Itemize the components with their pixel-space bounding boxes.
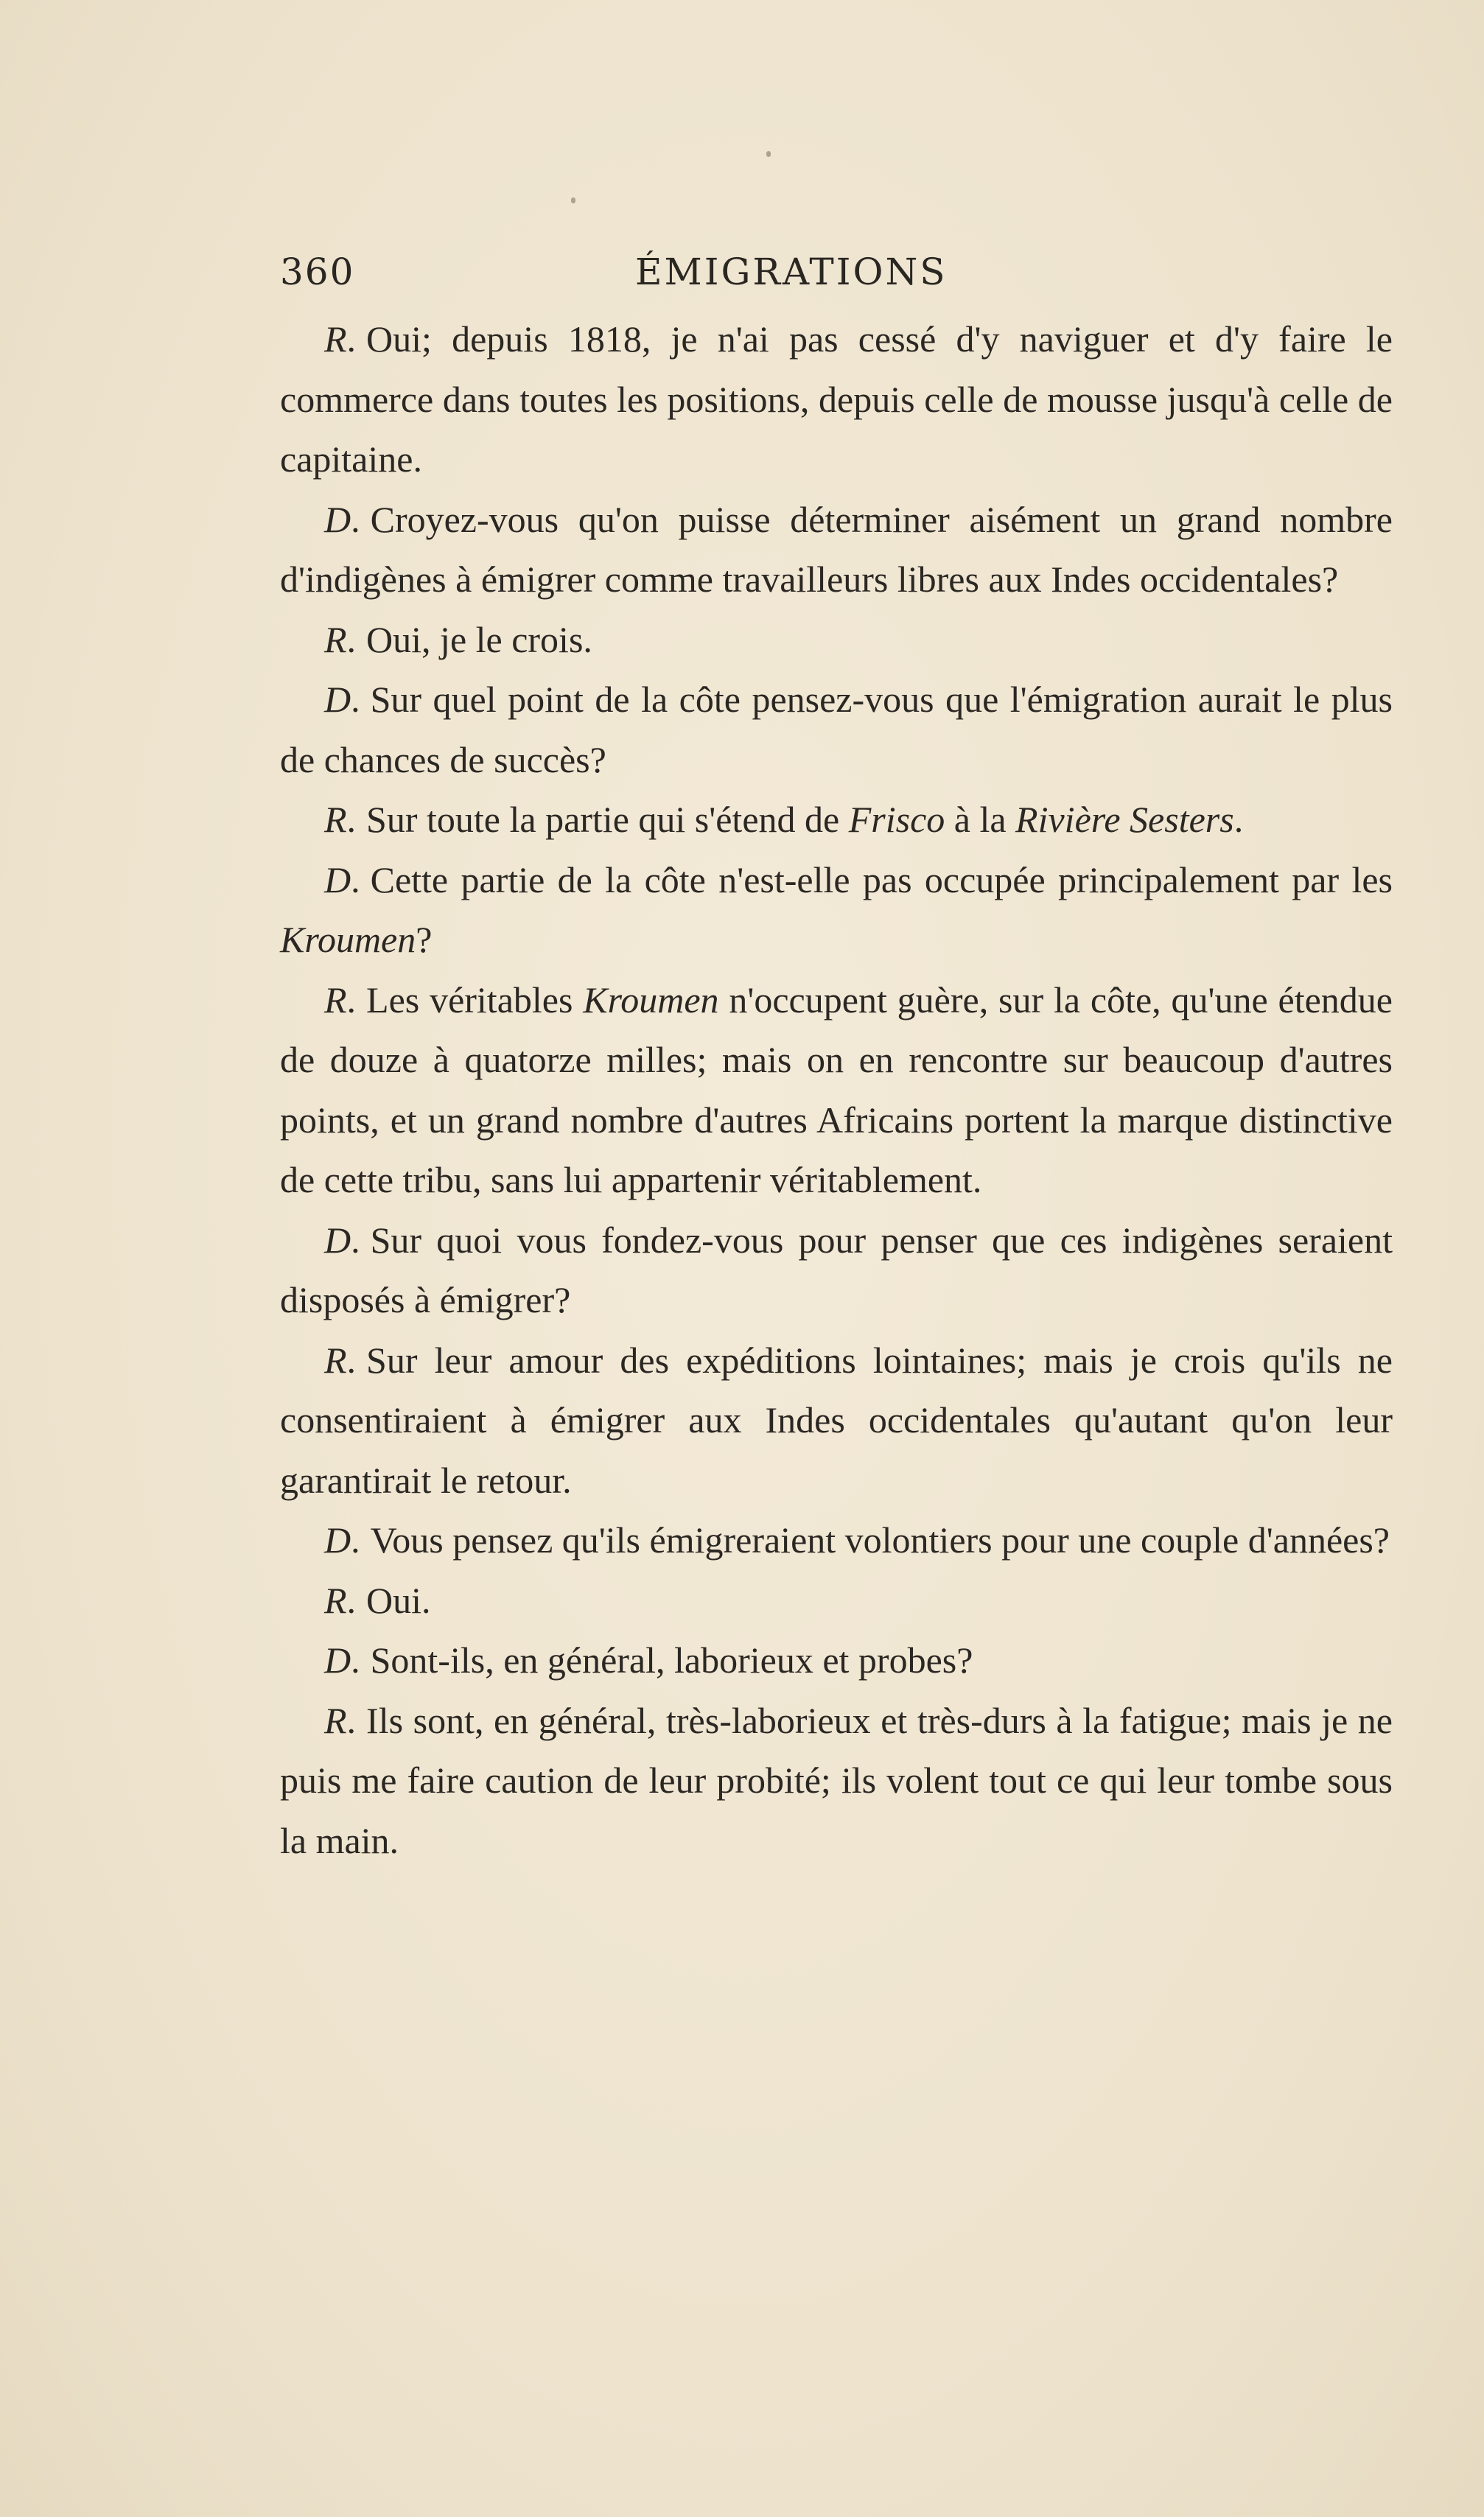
speaker-label: R . bbox=[324, 790, 356, 850]
paragraph-text: ? bbox=[416, 919, 433, 960]
speaker-label: R . bbox=[324, 309, 356, 370]
speaker-label: R . bbox=[324, 1691, 356, 1751]
paper-speck bbox=[571, 197, 575, 203]
paragraph-text: Sur toute la partie qui s'étend de bbox=[366, 799, 849, 840]
paragraph-text: Vous pensez qu'ils émigreraient volontiers pour une couple d'années? bbox=[370, 1519, 1390, 1561]
italic-text: Kroumen bbox=[280, 919, 416, 960]
paragraph-text: Sur quel point de la côte pensez-vous que l'émigration aurait le plus de chances de succès? bbox=[280, 679, 1393, 780]
paragraph-text: . bbox=[1233, 799, 1244, 840]
paragraph-text: Sont-ils, en général, laborieux et probes? bbox=[370, 1639, 973, 1681]
speaker-label: D . bbox=[324, 1631, 360, 1691]
dialogue-paragraph bbox=[280, 610, 1393, 671]
dialogue-paragraph bbox=[280, 970, 1393, 1211]
speaker-label: D . bbox=[324, 490, 360, 550]
paper-speck bbox=[766, 151, 771, 157]
dialogue-paragraph bbox=[280, 1331, 1393, 1511]
speaker-label: R . bbox=[324, 1571, 356, 1631]
paragraph-text: Cette partie de la côte n'est-elle pas occupée principalement par les bbox=[370, 858, 1393, 900]
dialogue-paragraph bbox=[280, 1211, 1393, 1331]
dialogue-paragraph bbox=[280, 309, 1393, 490]
running-title: ÉMIGRATIONS bbox=[635, 251, 948, 293]
paragraph-text: n'occupent guère, sur la côte, qu'une étendue de douze à quatorze milles; mais on en rencontre sur beaucoup d'autres points, et un grand nombre d'autres Africains portent la marque distinctive de cette tribu, sans lui appartenir véritablement. bbox=[280, 979, 1393, 1200]
speaker-label: D . bbox=[324, 1510, 360, 1571]
paragraph-text: Sur leur amour des expéditions lointaines; mais je crois qu'ils ne consentiraient à émigrer aux Indes occidentales qu'autant qu'on leur garantirait le retour. bbox=[280, 1339, 1393, 1501]
paragraph-text: Croyez-vous qu'on puisse déterminer aisément un grand nombre d'indigènes à émigrer comme travailleurs libres aux Indes occidentales? bbox=[280, 498, 1393, 600]
italic-text: Kroumen bbox=[583, 979, 719, 1021]
dialogue-paragraph bbox=[280, 1691, 1393, 1872]
speaker-label: D . bbox=[324, 670, 360, 730]
body-text bbox=[280, 309, 1393, 1871]
page-header bbox=[280, 251, 1002, 302]
dialogue-paragraph bbox=[280, 1571, 1393, 1631]
paragraph-text: Sur quoi vous fondez-vous pour penser que ces indigènes seraient disposés à émigrer? bbox=[280, 1219, 1393, 1320]
speaker-label: R . bbox=[324, 1331, 356, 1391]
italic-text: Rivière Sesters bbox=[1015, 799, 1234, 840]
speaker-label: D . bbox=[324, 1211, 360, 1271]
speaker-label: R . bbox=[324, 610, 356, 671]
speaker-label: R . bbox=[324, 970, 356, 1031]
dialogue-paragraph bbox=[280, 1631, 1393, 1691]
paragraph-text: Ils sont, en général, très-laborieux et très-durs à la fatigue; mais je ne puis me faire caution de leur probité; ils volent tout ce qui leur tombe sous la main. bbox=[280, 1699, 1393, 1861]
italic-text: Frisco bbox=[848, 799, 945, 840]
dialogue-paragraph bbox=[280, 790, 1393, 850]
dialogue-paragraph bbox=[280, 1510, 1393, 1571]
paragraph-text: Oui. bbox=[366, 1579, 431, 1621]
dialogue-paragraph bbox=[280, 850, 1393, 970]
speaker-label: D . bbox=[324, 850, 360, 911]
dialogue-paragraph bbox=[280, 670, 1393, 790]
paragraph-text: Oui, je le crois. bbox=[366, 618, 592, 660]
page-number: 360 bbox=[280, 251, 355, 293]
paragraph-text: Oui; depuis 1818, je n'ai pas cessé d'y naviguer et d'y faire le commerce dans toutes les positions, depuis celle de mousse jusqu'à celle de capitaine. bbox=[280, 318, 1393, 480]
paragraph-text: à la bbox=[945, 799, 1016, 840]
dialogue-paragraph bbox=[280, 490, 1393, 610]
paragraph-text: Les véritables bbox=[366, 979, 584, 1021]
